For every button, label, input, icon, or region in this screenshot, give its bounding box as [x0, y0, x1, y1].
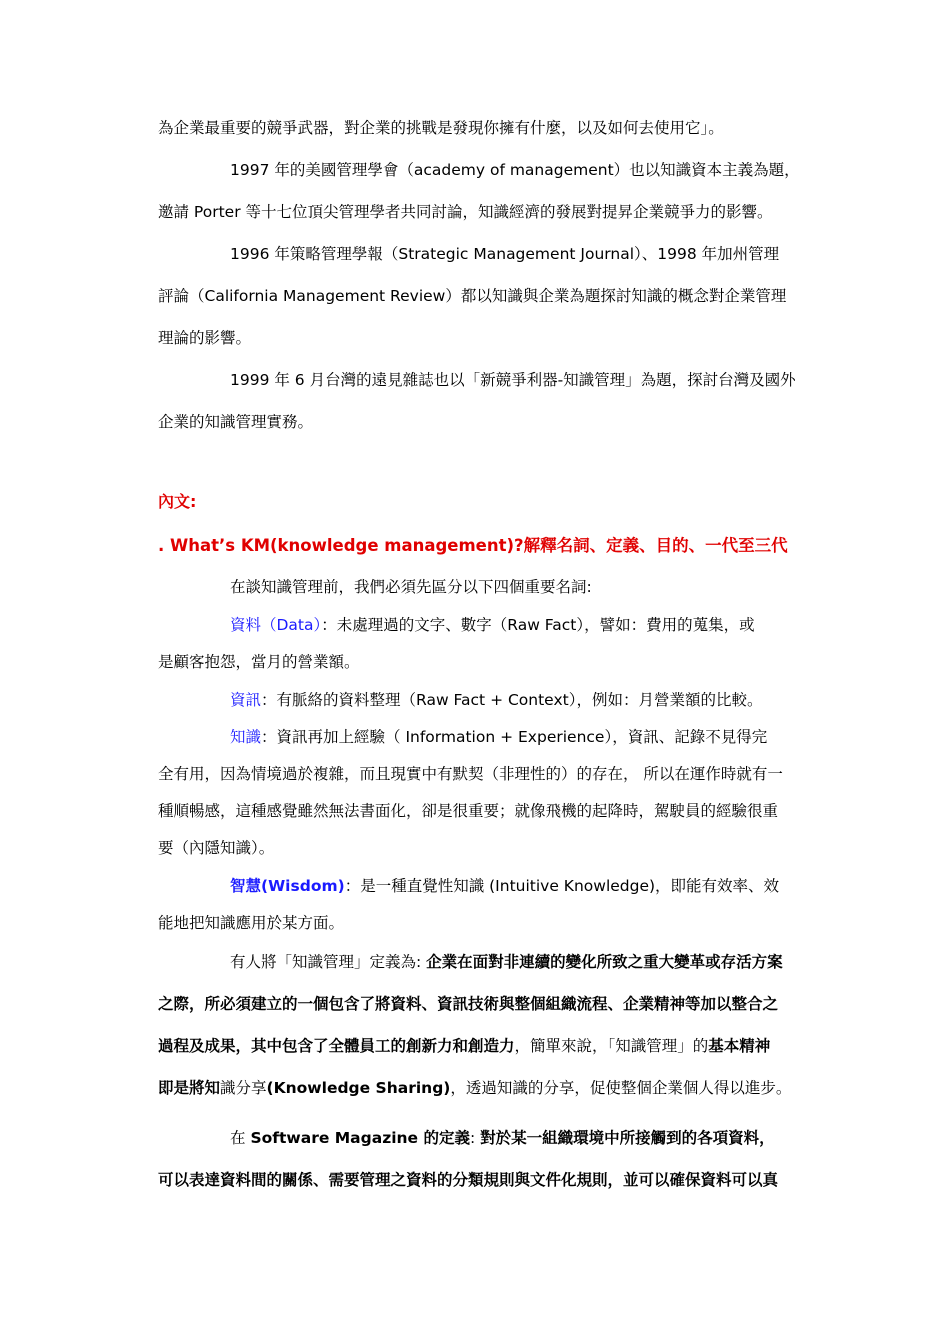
paragraph-line: 要（內隱知識）。	[158, 839, 275, 857]
term-wisdom: 智慧(Wisdom)	[230, 877, 345, 895]
paragraph-line: 為企業最重要的競爭武器，對企業的挑戰是發現你擁有什麼，以及如何去使用它」。	[158, 119, 724, 137]
intro-line: 在談知識管理前，我們必須先區分以下四個重要名詞:	[230, 578, 592, 596]
term-knowledge-line	[230, 727, 767, 747]
paragraph-line: 1997 年的美國管理學會（academy of management）也以知識資本主義為題，	[230, 161, 800, 179]
definition-line: 有人將「知識管理」定義為: 企業在面對非連續的變化所致之重大變革或存活方案	[230, 953, 783, 971]
paragraph-line: 全有用，因為情境過於複雜，而且現實中有默契（非理性的）的存在， 所以在運作時就有一	[158, 765, 783, 783]
term-wisdom-line	[230, 876, 779, 896]
term-data: 資料（Data）	[230, 616, 322, 634]
definition-line: 過程及成果，其中包含了全體員工的創新力和創造力，簡單來說，「知識管理」的基本精神	[158, 1037, 771, 1055]
term-info-line	[230, 690, 762, 710]
paragraph-line: 能地把知識應用於某方面。	[158, 914, 345, 932]
section-heading: . What’s KM(knowledge management)?解釋名詞、定義、目的、一代至三代	[158, 536, 788, 555]
paragraph-line: 企業的知識管理實務。	[158, 413, 314, 431]
definition-line: 之際，所必須建立的一個包含了將資料、資訊技術與整個組織流程、企業精神等加以整合之	[158, 995, 779, 1013]
paragraph-line: 邀請 Porter 等十七位頂尖管理學者共同討論，知識經濟的發展對提昇企業競爭力的影響。	[158, 203, 773, 221]
paragraph-line: 1999 年 6 月台灣的遠見雜誌也以「新競爭利器-知識管理」為題，探討台灣及國外	[230, 371, 796, 389]
definition-line: 即是將知識分享(Knowledge Sharing)，透過知識的分享，促使整個企業個人得以進步。	[158, 1079, 792, 1097]
paragraph-line: 1996 年策略管理學報（Strategic Management Journal）、1998 年加州管理	[230, 245, 780, 263]
term-knowledge-desc: ：資訊再加上經驗（ Information + Experience），資訊、記錄不見得完	[261, 728, 768, 746]
section-label: 內文:	[158, 492, 197, 511]
term-knowledge: 知識	[230, 728, 262, 746]
paragraph-line: 種順暢感，這種感覺雖然無法書面化，卻是很重要；就像飛機的起降時，駕駛員的經驗很重	[158, 802, 779, 820]
term-info-desc: ：有脈絡的資料整理（Raw Fact + Context），例如：月營業額的比較。	[261, 691, 763, 709]
term-wisdom-desc: ：是一種直覺性知識 (Intuitive Knowledge)，即能有效率、效	[344, 877, 780, 895]
term-info: 資訊	[230, 691, 262, 709]
term-data-desc: ：未處理過的文字、數字（Raw Fact），譬如：費用的蒐集，或	[321, 616, 755, 634]
paragraph-line: 是顧客抱怨，當月的營業額。	[158, 653, 360, 671]
term-data-line	[230, 615, 755, 635]
software-magazine-line: 在 Software Magazine 的定義: 對於某一組織環境中所接觸到的各項資料，	[230, 1129, 775, 1147]
software-magazine-line: 可以表達資料間的關係、需要管理之資料的分類規則與文件化規則，並可以確保資料可以真	[158, 1171, 779, 1189]
paragraph-line: 理論的影響。	[158, 329, 252, 347]
paragraph-line: 評論（California Management Review）都以知識與企業為題探討知識的概念對企業管理	[158, 287, 787, 305]
